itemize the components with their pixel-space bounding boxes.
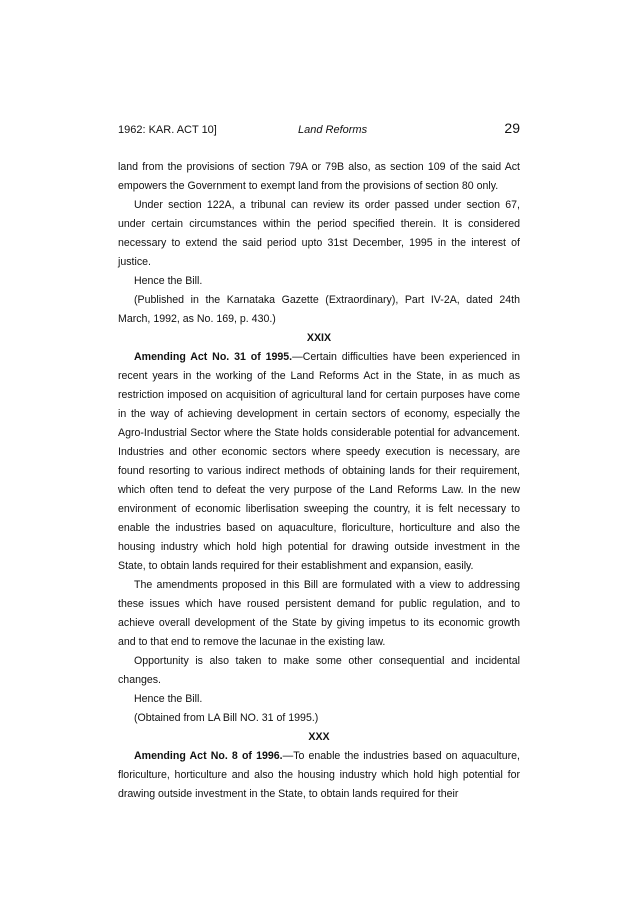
paragraph: Hence the Bill. [134,275,203,287]
paragraph: Opportunity is also taken to make some other consequential and incidental changes. [118,655,520,686]
paragraph: land from the provisions of section 79A or 79B also, as section 109 of the said Act empowers the Government to exempt land from the provisions of section 80 only. [118,161,520,192]
paragraph: (Published in the Karnataka Gazette (Extraordinary), Part IV-2A, dated 24th March, 1992, as No. 169, p. 430.) [118,294,520,325]
paragraph: Under section 122A, a tribunal can review its order passed under section 67, under certain circumstances within the period specified therein. It is considered necessary to extend the said period upto 31st December, 1995 in the interest of justice. [118,199,520,268]
amending-act-title: Amending Act No. 31 of 1995. [134,351,293,363]
document-page [118,120,520,804]
amending-act-title: Amending Act No. 8 of 1996. [134,750,283,762]
page-header [118,120,520,140]
paragraph: The amendments proposed in this Bill are formulated with a view to addressing these issues which have roused persistent demand for public regulation, and to achieve overall development of the State by giving impetus to its economic growth and to that end to remove the lacunae in the existing law. [118,579,520,648]
page-number: 29 [504,120,520,136]
paragraph: Hence the Bill. [134,693,203,705]
paragraph: (Obtained from LA Bill NO. 31 of 1995.) [134,712,319,724]
running-title: Land Reforms [298,124,368,136]
act-reference: 1962: KAR. ACT 10] [118,124,217,136]
section-heading: XXX [308,731,330,743]
paragraph: Amending Act No. 8 of 1996.—To enable the industries based on aquaculture, floriculture, horticulture and also the housing industry which hold high potential for drawing outside investment in the State, to obtain lands required for their [118,750,520,800]
paragraph: Amending Act No. 31 of 1995.—Certain difficulties have been experienced in recent years in the working of the Land Reforms Act in the State, in as much as restriction imposed on acquisition of agricultural land for certain purposes have come in the way of achieving development in certain sectors of economy, especially the Agro-Industrial Sector where the State holds considerable potential for advancement. Industries and other economic sectors where speedy execution is necessary, are found resorting to various indirect methods of obtaining lands for their requirement, which often tend to defeat the very purpose of the Land Reforms Law. In the new environment of economic liberlisation sweeping the country, it is felt necessary to enable the industries based on aquaculture, floriculture, horticulture and also the housing industry which hold high potential for drawing outside investment in the State, to obtain lands required for their establishment and expansion, easily. [118,351,520,572]
section-heading: XXIX [306,332,332,344]
